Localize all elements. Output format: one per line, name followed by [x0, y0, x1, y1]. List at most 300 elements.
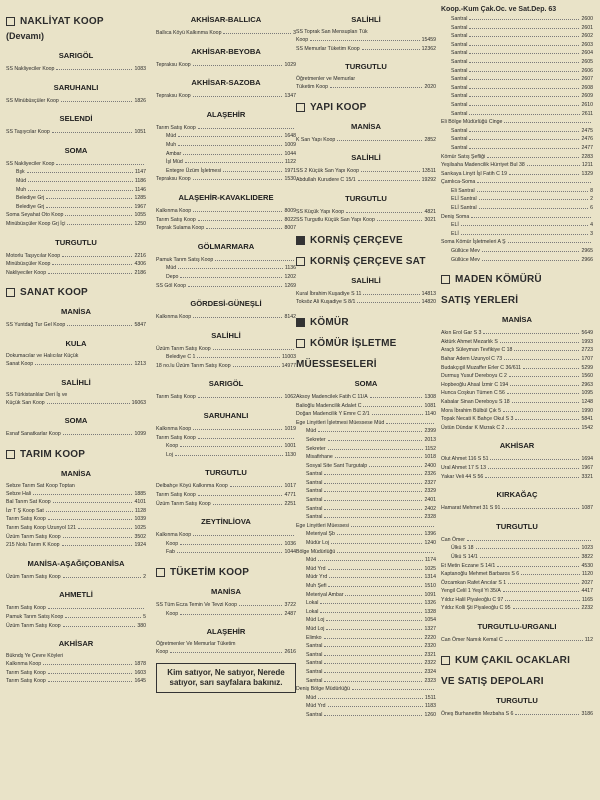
listing-name: SS Nakliyeciler Koop [6, 160, 55, 167]
listing-name: Santral [306, 471, 323, 478]
listing-row [6, 677, 146, 686]
dot-leader [318, 431, 422, 432]
dot-leader [197, 357, 280, 358]
listing-row [6, 604, 146, 613]
listing-number: 4417 [581, 588, 593, 595]
listing-number: 5841 [581, 416, 593, 423]
listing-name: Koop [296, 37, 309, 43]
city-heading: SALİHLİ [61, 377, 91, 387]
listing-name: Müdr Yrd [306, 574, 328, 581]
listing-name: Üzüm Tarım Satış Koop [156, 500, 211, 507]
category-heading-label: MADEN KÖMÜRÜ [455, 274, 542, 286]
dot-leader [318, 560, 423, 561]
dot-leader [198, 495, 283, 496]
dot-leader [56, 69, 132, 70]
city-heading: GÖLMARMARA [197, 241, 255, 251]
listing-row [156, 345, 296, 354]
dot-leader [180, 544, 282, 545]
dot-leader [357, 302, 419, 303]
listing-row [441, 161, 593, 170]
listing-name: Lokal [306, 600, 319, 607]
listing-name: Bahar Adem Uzunyol C 73 [441, 356, 503, 362]
dot-leader [506, 428, 579, 429]
column-2 [156, 6, 296, 693]
city-heading: KULA [65, 338, 87, 348]
listing-row [296, 487, 436, 496]
listing-name: Santral [451, 101, 468, 108]
listing-number: 1120 [581, 571, 593, 578]
dot-leader [65, 617, 141, 618]
listing-number: 2232 [581, 605, 593, 612]
listing-name: SS Taşıycılar Koop [6, 129, 50, 136]
listing-number: 4306 [134, 261, 146, 268]
listing-name: Lokal [306, 608, 319, 615]
listing-number: 112 [584, 637, 593, 644]
listing-name: Deniş Soma [441, 213, 470, 220]
listing-name: Santral [306, 479, 323, 486]
dot-leader [467, 540, 591, 541]
listing-number: 1025 [424, 565, 436, 572]
category-heading [296, 359, 436, 370]
listing-name: Sanat Koop [6, 360, 34, 367]
listing-number: 1009 [284, 141, 296, 148]
listing-number: 1826 [134, 97, 146, 104]
dot-leader [482, 251, 580, 252]
dot-leader [363, 406, 422, 407]
category-heading-label: KORNİŞ ÇERÇEVE SAT [310, 255, 426, 267]
column-1 [6, 6, 146, 686]
listing-name: Çamlıca-Soma [441, 179, 476, 186]
listing-number: 1260 [424, 711, 436, 718]
listing-row [296, 625, 436, 634]
listing-row [6, 194, 146, 203]
square-icon [6, 17, 15, 26]
dot-leader [469, 62, 579, 63]
dot-leader [324, 646, 422, 647]
dot-leader [61, 101, 133, 102]
listing-name: Ülkü S 18 [451, 545, 474, 552]
listing-row [156, 150, 296, 159]
listing-name: Eli Santral [451, 187, 475, 194]
listing-number: 2013 [424, 436, 436, 443]
listing-row [441, 118, 593, 127]
listing-name: SS Yuntdağ Tur Gel Koop [6, 322, 66, 329]
listing-number: 2328 [424, 514, 436, 521]
listing-name: Hopbeoğlu Ahsal İzmir C 194 [441, 381, 509, 388]
listing-row [156, 393, 296, 402]
listing-row [441, 67, 593, 76]
city-heading: AKHİSAR [58, 639, 94, 649]
listing-name: Kalkınma Koop [156, 314, 192, 321]
listing-name: Müd [306, 428, 317, 435]
dot-leader [324, 491, 422, 492]
listing-number: 1213 [134, 360, 146, 367]
dot-leader [48, 273, 132, 274]
listing-name: Ülkü S 14/1 [451, 553, 478, 560]
listing-number: 4821 [424, 208, 436, 215]
listing-number: 2027 [581, 579, 593, 586]
listing-name: Hamarat Mehmet 31 S 91 [441, 505, 501, 512]
city-heading: SOMA [64, 416, 88, 426]
listing-row [296, 290, 436, 299]
listing-name: Yıldız Kolli Şti Piyaleoğlu C 95 [441, 605, 511, 612]
listing-number: 2723 [581, 347, 593, 354]
dot-leader [346, 212, 422, 213]
listing-row [156, 548, 296, 557]
dot-leader [345, 595, 422, 596]
city-heading: AKHİSAR [499, 441, 535, 451]
category-heading-label: SATIŞ YERLERİ [441, 295, 519, 307]
dot-leader [193, 179, 283, 180]
listing-row [441, 636, 593, 645]
listing-name: Meteriyal Ambar [306, 591, 344, 598]
dot-leader [326, 629, 422, 630]
listing-row [296, 522, 436, 531]
listing-name: Tarım Satış Koop [6, 678, 46, 685]
listing-name: Toksöz Ali Kuşadiye S 8/1 [296, 299, 356, 306]
city-heading: SARIGÖL [58, 51, 94, 60]
dot-leader [52, 132, 133, 133]
listing-row [6, 533, 146, 542]
listing-row [441, 415, 593, 424]
listing-name: Araçlı Süleyman Tevfikiye C 18 [441, 347, 513, 354]
listing-number: 2963 [581, 381, 593, 388]
dot-leader [469, 45, 579, 46]
listing-row [296, 393, 436, 402]
listing-row [296, 573, 436, 582]
category-heading [6, 16, 146, 27]
dot-leader [337, 140, 422, 141]
listing-number: 2604 [581, 50, 593, 57]
listing-name: Santral [306, 488, 323, 495]
listing-name: Santral [451, 67, 468, 74]
dot-leader [46, 198, 132, 199]
listing-row [6, 168, 146, 177]
listing-row [296, 453, 436, 462]
dot-leader [53, 502, 133, 503]
listing-row [441, 604, 593, 613]
dot-leader [505, 640, 583, 641]
listing-name: Misafirhane [306, 454, 333, 461]
listing-name: Fab [166, 549, 175, 556]
listing-number: 2327 [424, 479, 436, 486]
listing-row [156, 124, 296, 133]
listing-row [296, 591, 436, 600]
dot-leader [487, 157, 579, 158]
listing-number: 1186 [134, 177, 146, 184]
listing-name: Üzüm Tarım Satış Koop [6, 622, 61, 629]
listing-name: Doğan Madencilik Y Emre C 2/1 [296, 411, 370, 418]
listing-name: Müd [306, 557, 317, 564]
listing-row [296, 496, 436, 505]
listing-name: Yeşilsaha Madencilik Hürriyet Bul 38 [441, 162, 525, 169]
dot-leader [28, 190, 133, 191]
listing-name: Bölge Müdürlüğü [296, 548, 336, 555]
listing-row [441, 455, 593, 464]
listing-number: 12362 [421, 45, 436, 52]
dot-leader [503, 411, 579, 412]
listing-row [441, 464, 593, 473]
listing-text: Öğretmenler ve Memurlar [296, 76, 356, 83]
listing-number: 2020 [424, 84, 436, 91]
listing-name: Tarım Satış Koop [156, 216, 196, 223]
dot-leader [48, 519, 133, 520]
listing-name: Kalkınma Koop [156, 207, 192, 214]
listing-name: Ambar [166, 150, 182, 157]
listing-number: 2600 [581, 16, 593, 22]
listing-name: Teprak Sulama Koop [156, 225, 205, 232]
city-heading: AKHİSAR-SAZOBA [191, 78, 261, 88]
listing-number: 1511 [424, 694, 436, 701]
listing-name: Müd [16, 177, 27, 184]
filled-square-icon [296, 318, 305, 327]
dot-leader [507, 393, 580, 394]
dot-leader [310, 40, 419, 41]
listing-row [156, 451, 296, 460]
listing-number: 2399 [424, 428, 436, 435]
dot-leader [335, 457, 423, 458]
listing-row [441, 553, 593, 562]
dot-leader [63, 577, 141, 578]
listing-number: 2216 [134, 252, 146, 259]
dot-leader [503, 591, 580, 592]
listing-number: 2605 [581, 58, 593, 65]
listing-number: 1694 [581, 456, 593, 463]
listing-row [441, 195, 593, 204]
listing-name: Koop [166, 540, 179, 547]
listing-name: Abdullah Kurudere C 15/1 [296, 176, 356, 183]
listing-row [296, 216, 436, 225]
listing-row [156, 167, 296, 176]
listing-name: Sekreter [306, 445, 326, 452]
listing-row [156, 264, 296, 273]
listing-row [296, 436, 436, 445]
dot-leader [48, 681, 133, 682]
category-heading [296, 256, 436, 267]
dot-leader [180, 446, 282, 447]
listing-number: 4 [590, 222, 593, 229]
listing-number: 14977 [281, 362, 296, 369]
listing-number: 13511 [421, 168, 436, 175]
listing-row [441, 58, 593, 67]
city-heading: SARIGÖL [208, 379, 244, 389]
listing-row [441, 32, 593, 41]
dot-leader [324, 500, 422, 501]
dot-leader [337, 534, 423, 535]
listing-row [296, 530, 436, 539]
listing-row [441, 570, 593, 579]
listing-row [296, 599, 436, 608]
dot-leader [324, 672, 422, 673]
dot-leader [63, 434, 133, 435]
listing-number: 1308 [424, 393, 436, 400]
listing-row [441, 364, 593, 373]
listing-row [441, 144, 593, 153]
listing-row [156, 216, 296, 225]
listing-number: 1285 [134, 195, 146, 202]
listing-name: Loj [166, 451, 173, 458]
listing-name: Santral [451, 84, 468, 91]
city-heading: TURGUTLU-URGANLI [477, 622, 557, 632]
square-icon [296, 257, 305, 266]
dot-leader [469, 79, 579, 80]
listing-name: Esnaf Sanatkarlar Koop [6, 431, 61, 438]
listing-name: Mora İbrahim Bülbül Çık 5 [441, 407, 501, 414]
listing-number: 1971 [284, 167, 296, 174]
listing-number: 1326 [424, 600, 436, 607]
city-heading: MANİSA [502, 315, 532, 325]
city-heading: MANİSA [61, 307, 91, 317]
dot-leader [318, 698, 423, 699]
city-heading: SELENDİ [59, 114, 93, 124]
dot-leader [477, 182, 591, 183]
listing-row [156, 256, 296, 265]
listing-name: Bal Tarım Sat Koop [6, 499, 51, 506]
listing-name: Müd Loj [306, 625, 325, 632]
listing-row [296, 651, 436, 660]
listing-row [296, 565, 436, 574]
city-heading: MANİSA-AŞAĞIÇOBANİSA [27, 558, 125, 568]
listing-row [441, 178, 593, 187]
dot-leader [46, 511, 133, 512]
listing-number: 1146 [134, 186, 146, 193]
column-4 [441, 6, 593, 718]
listing-name: SS Küçük Yapı Koop [296, 208, 344, 215]
category-heading [296, 102, 436, 113]
dot-leader [480, 557, 580, 558]
dot-leader [198, 220, 283, 221]
listing-name: Motorlu Taşıycılar Koop [6, 252, 61, 259]
dot-leader [324, 655, 422, 656]
dot-leader [508, 242, 591, 243]
listing-row [296, 470, 436, 479]
listing-row [441, 230, 593, 239]
listing-row [156, 491, 296, 500]
listing-row [296, 167, 436, 176]
city-heading: AKHİSAR-BALLICA [190, 15, 262, 24]
dot-leader [185, 162, 283, 163]
dot-leader [505, 600, 580, 601]
listing-number: 2601 [581, 24, 593, 31]
dot-leader [509, 376, 580, 377]
dot-leader [233, 366, 280, 367]
listing-name: Üstün Dündar K Mızrak C 2 [441, 424, 505, 431]
dot-leader [324, 474, 422, 475]
dot-leader [469, 139, 579, 140]
listing-name: Santral [306, 497, 323, 504]
listing-name: Tarım Satış Koop [6, 516, 46, 523]
listing-number: 5649 [581, 330, 593, 337]
listing-number: 1081 [424, 402, 436, 409]
listing-row [156, 207, 296, 216]
listing-number: 8009 [284, 207, 296, 214]
listing-number: 5 [143, 614, 146, 621]
listing-row [441, 238, 593, 247]
listing-name: Eli Bölge Müdürlüğü Cinge [441, 119, 503, 126]
listing-name: Tepraksu Koop [156, 61, 191, 68]
dot-leader [198, 128, 294, 129]
listing-name: Minübüsçüler Koop Grj İçi [6, 220, 66, 227]
listing-number: 2609 [581, 93, 593, 100]
listing-number: 1328 [424, 608, 436, 615]
dot-leader [35, 364, 132, 365]
listing-row [6, 573, 146, 582]
listing-number: 1029 [284, 61, 296, 68]
city-heading: TURGUTLU [496, 521, 538, 531]
category-heading [441, 295, 593, 306]
listing-number: 1128 [134, 507, 146, 514]
listing-number: 1017 [284, 483, 296, 490]
listing-row [6, 260, 146, 269]
listing-row [6, 321, 146, 330]
dot-leader [178, 145, 282, 146]
category-heading [441, 655, 593, 666]
listing-number: 2220 [424, 634, 436, 641]
listing-number: 2 [143, 573, 146, 580]
listing-name: SS Turgutlu Küçük San Yapı Koop [296, 217, 375, 224]
listing-row [296, 513, 436, 522]
dot-leader [361, 171, 420, 172]
dot-leader [62, 256, 132, 257]
listing-row [441, 389, 593, 398]
dot-leader [213, 349, 294, 350]
listing-row [441, 544, 593, 553]
listing-name: Müd [306, 694, 317, 701]
listing-number: 1039 [134, 516, 146, 523]
dot-leader [469, 105, 579, 106]
listing-name: Et Metin Eczane S 14/1 [441, 562, 496, 569]
listing-number: 2401 [424, 497, 436, 504]
listing-name: Santral [306, 651, 323, 658]
dot-leader [358, 180, 420, 181]
listing-number: 2475 [581, 127, 593, 134]
square-icon [156, 568, 165, 577]
listing-name: Tarım Satış Koop [6, 669, 46, 676]
listing-number: 1530 [284, 176, 296, 183]
listing-row [156, 482, 296, 491]
listing-row [6, 507, 146, 516]
dot-leader [223, 33, 291, 34]
listing-number: 1051 [134, 129, 146, 136]
listing-row [6, 160, 146, 169]
listing-row [441, 398, 593, 407]
listing-name: SS 2 Küçük San Yapı Koop [296, 168, 359, 175]
listing-name: SS Göl Koop [156, 282, 186, 289]
listing-number: 1025 [134, 525, 146, 532]
dot-leader [324, 509, 422, 510]
listing-row [441, 75, 593, 84]
listing-name: Bşk [16, 169, 25, 176]
city-heading: TURGUTLU [205, 468, 247, 478]
listing-name: Minübüsçüler Koop [6, 261, 51, 268]
listing-number: 1645 [134, 678, 146, 685]
dot-leader [198, 438, 294, 439]
listing-row [441, 338, 593, 347]
dot-leader [497, 566, 579, 567]
dot-leader [206, 228, 282, 229]
listing-row [296, 582, 436, 591]
listing-number: 2607 [581, 76, 593, 83]
listing-number: 2400 [424, 462, 436, 469]
city-heading: SALİHLİ [351, 275, 381, 285]
dot-leader [62, 545, 133, 546]
listing-name: Tarım Satış Koop [156, 124, 196, 131]
category-heading-label: SANAT KOOP [20, 287, 88, 299]
listing-number: 380 [137, 622, 146, 629]
listing-row [6, 252, 146, 261]
dot-leader [469, 96, 579, 97]
listing-row [441, 49, 593, 58]
